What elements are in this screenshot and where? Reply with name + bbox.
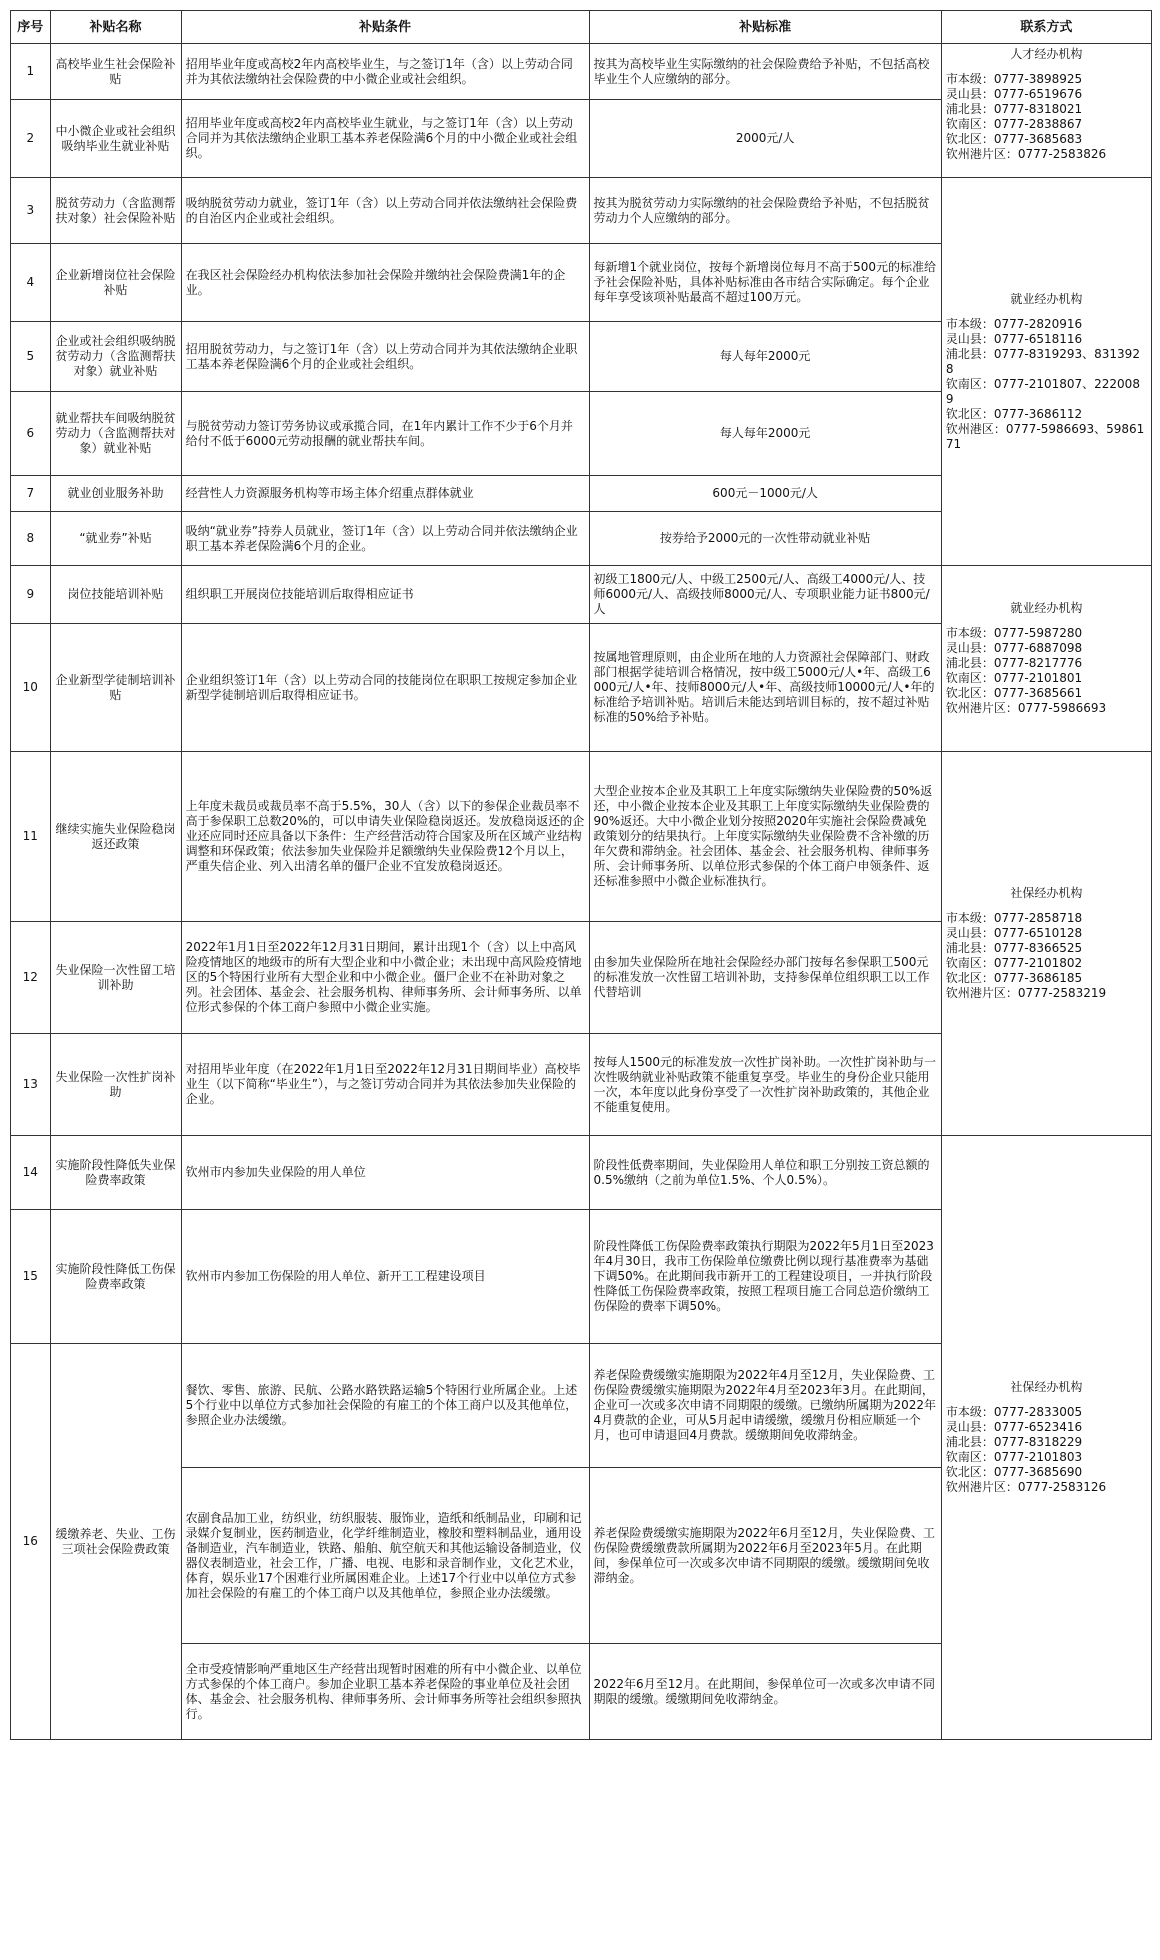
contact-title: 社保经办机构 (1010, 886, 1083, 900)
row-name: 中小微企业或社会组织吸纳毕业生就业补贴 (50, 100, 181, 178)
row-condition: 与脱贫劳动力签订劳务协议或承揽合同，在1年内累计工作不少于6个月并给付不低于6000元劳动报酬的就业帮扶车间。 (181, 392, 589, 476)
row-no: 12 (11, 922, 51, 1034)
header-standard: 补贴标准 (589, 11, 941, 44)
row-condition: 组织职工开展岗位技能培训后取得相应证书 (181, 566, 589, 624)
row-condition: 农副食品加工业，纺织业，纺织服装、服饰业，造纸和纸制品业，印刷和记录媒介复制业，医药制造业，化学纤维制造业，橡胶和塑料制品业，通用设备制造业，汽车制造业，铁路、船舶、航空航天和其他运输设备制造业，仪器仪表制造业，社会工作，广播、电视、电影和录音制作业，文化艺术业，体育，娱乐业17个困难行业所属困难企业。上述17个行业中以单位方式参加社会保险的有雇工的个体工商户以及其他单位，参照企业办法缓缴。 (181, 1468, 589, 1644)
row-name: 缓缴养老、失业、工伤三项社会保险费政策 (50, 1344, 181, 1740)
row-no: 1 (11, 44, 51, 100)
row-condition: 招用毕业年度或高校2年内高校毕业生就业，与之签订1年（含）以上劳动合同并为其依法缴纳企业职工基本养老保险满6个月的中小微企业或社会组织。 (181, 100, 589, 178)
table-row (11, 1136, 1152, 1210)
contact-title: 人才经办机构 (1010, 47, 1083, 61)
row-no: 9 (11, 566, 51, 624)
row-standard: 每人每年2000元 (589, 392, 941, 476)
table-row (11, 752, 1152, 922)
row-condition: 全市受疫情影响严重地区生产经营出现暂时困难的所有中小微企业、以单位方式参保的个体工商户。参加企业职工基本养老保险的事业单位及社会团体、基金会、社会服务机构、律师事务所、会计师事务所等社会组织参照执行。 (181, 1644, 589, 1740)
contact-phones: 市本级：0777-3898925 灵山县：0777-6519676 浦北县：0777-8318021 钦南区：0777-2838867 钦北区：0777-3685683 钦州港片区：0777-2583826 (945, 72, 1107, 161)
row-standard: 每人每年2000元 (589, 322, 941, 392)
table-row (11, 178, 1152, 244)
row-name: 企业新型学徒制培训补贴 (50, 624, 181, 752)
row-standard: 按其为高校毕业生实际缴纳的社会保险费给予补贴，不包括高校毕业生个人应缴纳的部分。 (589, 44, 941, 100)
contact-phones: 市本级：0777-2820916 灵山县：0777-6518116 浦北县：0777-8319293、8313928 钦南区：0777-2101807、2220089 钦北区：0777-3686112 钦州港区：0777-5986693、5986171 (945, 316, 1145, 451)
row-condition: 对招用毕业年度（在2022年1月1日至2022年12月31日期间毕业）高校毕业生（以下简称“毕业生”），与之签订劳动合同并为其依法参加失业保险的企业。 (181, 1034, 589, 1136)
contact-title: 就业经办机构 (1010, 291, 1083, 306)
header-condition: 补贴条件 (181, 11, 589, 44)
row-no: 10 (11, 624, 51, 752)
row-name: 脱贫劳动力（含监测帮扶对象）社会保险补贴 (50, 178, 181, 244)
row-standard: 由参加失业保险所在地社会保险经办部门按每名参保职工500元的标准发放一次性留工培训补助，支持参保单位组织职工以工作代替培训 (589, 922, 941, 1034)
contact-phones: 市本级：0777-2833005 灵山县：0777-6523416 浦北县：0777-8318229 钦南区：0777-2101803 钦北区：0777-3685690 钦州港片区：0777-2583126 (945, 1405, 1107, 1494)
row-standard: 阶段性低费率期间，失业保险用人单位和职工分别按工资总额的0.5%缴纳（之前为单位1.5%、个人0.5%）。 (589, 1136, 941, 1210)
contact-phones: 市本级：0777-2858718 灵山县：0777-6510128 浦北县：0777-8366525 钦南区：0777-2101802 钦北区：0777-3686185 钦州港片区：0777-2583219 (945, 911, 1107, 1000)
row-no: 6 (11, 392, 51, 476)
header-name: 补贴名称 (50, 11, 181, 44)
header-contact: 联系方式 (941, 11, 1151, 44)
row-no: 11 (11, 752, 51, 922)
row-condition: 经营性人力资源服务机构等市场主体介绍重点群体就业 (181, 476, 589, 512)
row-condition: 钦州市内参加工伤保险的用人单位、新开工工程建设项目 (181, 1210, 589, 1344)
row-standard: 600元－1000元/人 (589, 476, 941, 512)
row-name: 企业或社会组织吸纳脱贫劳动力（含监测帮扶对象）就业补贴 (50, 322, 181, 392)
row-no: 16 (11, 1344, 51, 1740)
row-standard: 2000元/人 (589, 100, 941, 178)
row-no: 7 (11, 476, 51, 512)
row-no: 5 (11, 322, 51, 392)
row-name: 实施阶段性降低失业保险费率政策 (50, 1136, 181, 1210)
row-no: 15 (11, 1210, 51, 1344)
contact-title: 社保经办机构 (1010, 1380, 1083, 1394)
row-condition: 吸纳脱贫劳动力就业，签订1年（含）以上劳动合同并依法缴纳社会保险费的自治区内企业或社会组织。 (181, 178, 589, 244)
row-no: 13 (11, 1034, 51, 1136)
row-no: 14 (11, 1136, 51, 1210)
row-condition: 上年度未裁员或裁员率不高于5.5%，30人（含）以下的参保企业裁员率不高于参保职工总数20%的，可以申请失业保险稳岗返还。发放稳岗返还的企业还应同时还应具备以下条件：生产经营活动符合国家及所在区域产业结构调整和环保政策；依法参加失业保险并足额缴纳失业保险费12个月以上，严重失信企业、列入出清名单的僵尸企业不宜发放稳岗返还。 (181, 752, 589, 922)
row-standard: 阶段性降低工伤保险费率政策执行期限为2022年5月1日至2023年4月30日，我市工伤保险单位缴费比例以现行基准费率为基础下调50%。在此期间我市新开工的工程建设项目，一并执行阶段性降低工伤保险费率政策，按照工程项目施工合同总造价缴纳工伤保险的费率下调50%。 (589, 1210, 941, 1344)
contact-cell (941, 44, 1151, 178)
row-condition: 2022年1月1日至2022年12月31日期间，累计出现1个（含）以上中高风险疫情地区的地级市的所有大型企业和中小微企业；未出现中高风险疫情地区的5个特困行业所有大型企业和中小微企业。僵尸企业不在补助对象之列。社会团体、基金会、社会服务机构、律师事务所、会计师事务所、以单位形式参保的个体工商户参照中小微企业实施。 (181, 922, 589, 1034)
row-condition: 招用毕业年度或高校2年内高校毕业生，与之签订1年（含）以上劳动合同并为其依法缴纳社会保险费的中小微企业或社会组织。 (181, 44, 589, 100)
row-condition: 吸纳“就业券”持券人员就业，签订1年（含）以上劳动合同并依法缴纳企业职工基本养老保险满6个月的企业。 (181, 512, 589, 566)
row-no: 2 (11, 100, 51, 178)
header-no: 序号 (11, 11, 51, 44)
row-name: 高校毕业生社会保险补贴 (50, 44, 181, 100)
row-name: 失业保险一次性留工培训补助 (50, 922, 181, 1034)
row-standard: 按属地管理原则，由企业所在地的人力资源社会保障部门、财政部门根据学徒培训合格情况，按中级工5000元/人•年、高级工6000元/人•年、技师8000元/人•年、高级技师10000元/人•年的标准给予培训补贴。培训后未能达到培训目标的，按不超过补贴标准的50%给予补贴。 (589, 624, 941, 752)
row-condition: 招用脱贫劳动力，与之签订1年（含）以上劳动合同并为其依法缴纳企业职工基本养老保险满6个月的企业或社会组织。 (181, 322, 589, 392)
row-name: 就业帮扶车间吸纳脱贫劳动力（含监测帮扶对象）就业补贴 (50, 392, 181, 476)
row-name: 就业创业服务补助 (50, 476, 181, 512)
row-standard: 初级工1800元/人、中级工2500元/人、高级工4000元/人、技师6000元/人、高级技师8000元/人、专项职业能力证书800元/人 (589, 566, 941, 624)
row-name: 实施阶段性降低工伤保险费率政策 (50, 1210, 181, 1344)
row-no: 8 (11, 512, 51, 566)
contact-cell (941, 1136, 1151, 1740)
row-name: 继续实施失业保险稳岗返还政策 (50, 752, 181, 922)
row-no: 3 (11, 178, 51, 244)
subsidy-table (10, 10, 1152, 1740)
table-row (11, 566, 1152, 624)
row-name: 失业保险一次性扩岗补助 (50, 1034, 181, 1136)
row-no: 4 (11, 244, 51, 322)
row-standard: 按券给予2000元的一次性带动就业补贴 (589, 512, 941, 566)
contact-cell (941, 752, 1151, 1136)
row-condition: 企业组织签订1年（含）以上劳动合同的技能岗位在职职工按规定参加企业新型学徒制培训后取得相应证书。 (181, 624, 589, 752)
row-standard: 养老保险费缓缴实施期限为2022年6月至12月，失业保险费、工伤保险费缓缴费款所属期为2022年6月至2023年5月。在此期间，参保单位可一次或多次申请不同期限的缓缴。缓缴期间免收滞纳金。 (589, 1468, 941, 1644)
row-condition: 钦州市内参加失业保险的用人单位 (181, 1136, 589, 1210)
row-name: 岗位技能培训补贴 (50, 566, 181, 624)
row-name: 企业新增岗位社会保险补贴 (50, 244, 181, 322)
row-condition: 在我区社会保险经办机构依法参加社会保险并缴纳社会保险费满1年的企业。 (181, 244, 589, 322)
row-standard: 养老保险费缓缴实施期限为2022年4月至12月，失业保险费、工伤保险费缓缴实施期限为2022年4月至2023年3月。在此期间，企业可一次或多次申请不同期限的缓缴。已缴纳所属期为2022年4月费款的企业，可从5月起申请缓缴，缓缴月份相应顺延一个月，也可申请退回4月费款。缓缴期间免收滞纳金。 (589, 1344, 941, 1468)
row-standard: 2022年6月至12月。在此期间，参保单位可一次或多次申请不同期限的缓缴。缓缴期间免收滞纳金。 (589, 1644, 941, 1740)
table-row (11, 44, 1152, 100)
row-standard: 按每人1500元的标准发放一次性扩岗补助。一次性扩岗补助与一次性吸纳就业补贴政策不能重复享受。毕业生的身份企业只能用一次，本年度以此身份享受了一次性扩岗补助政策的，其他企业不能重复使用。 (589, 1034, 941, 1136)
contact-cell (941, 566, 1151, 752)
row-name: “就业券”补贴 (50, 512, 181, 566)
row-standard: 按其为脱贫劳动力实际缴纳的社会保险费给予补贴，不包括脱贫劳动力个人应缴纳的部分。 (589, 178, 941, 244)
row-standard: 每新增1个就业岗位，按每个新增岗位每月不高于500元的标准给予社会保险补贴，具体补贴标准由各市结合实际确定。每个企业每年享受该项补贴最高不超过100万元。 (589, 244, 941, 322)
header-row (11, 11, 1152, 44)
contact-title: 就业经办机构 (1010, 601, 1083, 615)
contact-cell (941, 178, 1151, 566)
row-condition: 餐饮、零售、旅游、民航、公路水路铁路运输5个特困行业所属企业。上述5个行业中以单位方式参加社会保险的有雇工的个体工商户以及其他单位，参照企业办法缓缴。 (181, 1344, 589, 1468)
row-standard: 大型企业按本企业及其职工上年度实际缴纳失业保险费的50%返还，中小微企业按本企业及其职工上年度实际缴纳失业保险费的90%返还。大中小微企业划分按照2020年实施社会保险费减免政策划分的结果执行。上年度实际缴纳失业保险费不含补缴的历年欠费和滞纳金。社会团体、基金会、社会服务机构、律师事务所、会计师事务所、以单位形式参保的个体工商户申领条件、返还标准参照中小微企业标准执行。 (589, 752, 941, 922)
contact-phones: 市本级：0777-5987280 灵山县：0777-6887098 浦北县：0777-8217776 钦南区：0777-2101801 钦北区：0777-3685661 钦州港片区：0777-5986693 (945, 626, 1107, 715)
